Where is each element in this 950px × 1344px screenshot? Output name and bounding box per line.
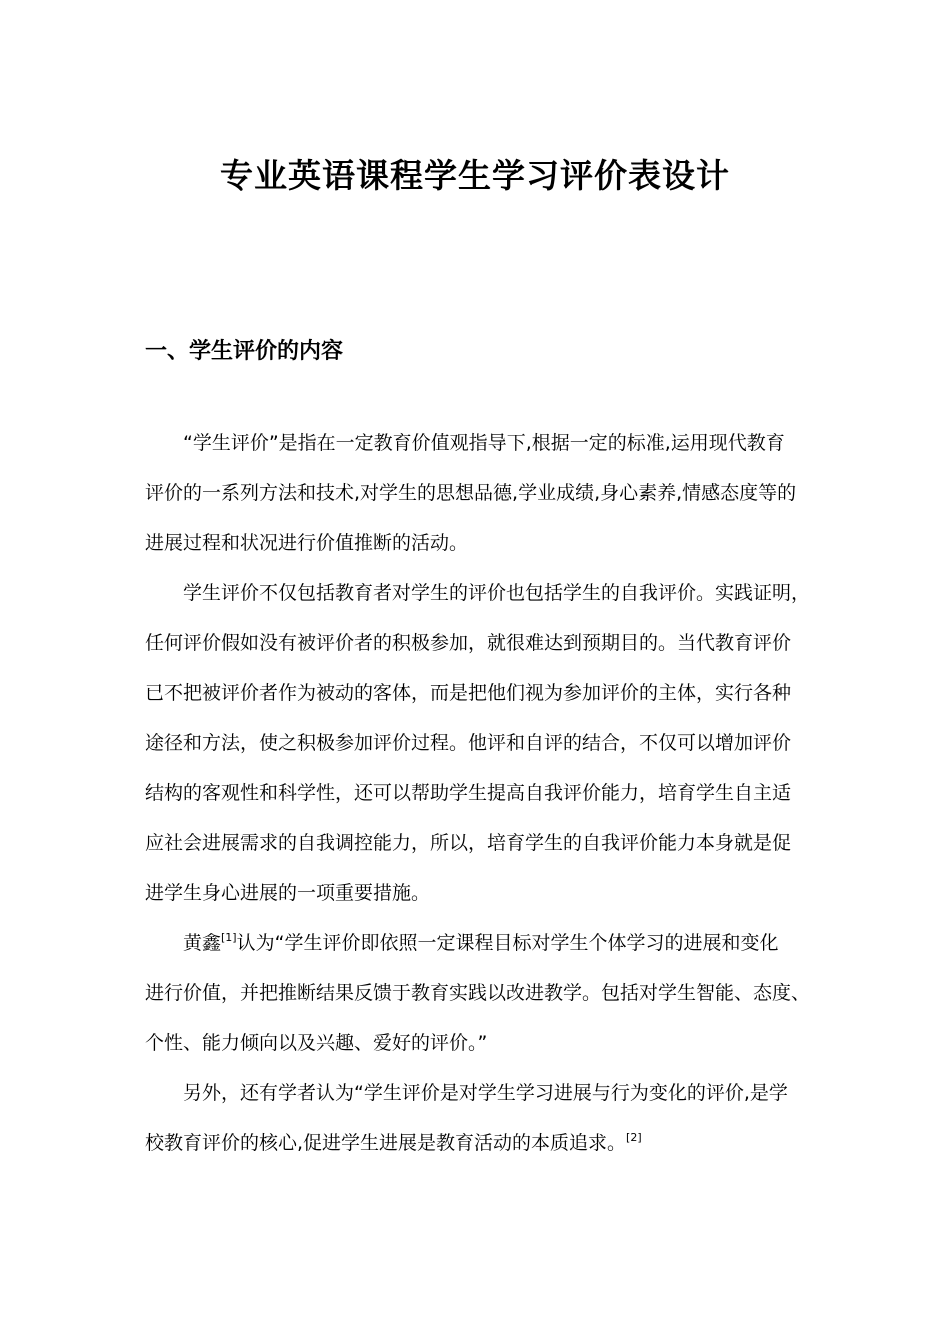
text-line: 评价的一系列方法和技术,对学生的思想品德,学业成绩,身心素养,情感态度等的 bbox=[145, 482, 797, 504]
text-line: “学生评价”是指在一定教育价值观指导下,根据一定的标准,运用现代教育 bbox=[183, 432, 785, 454]
text-line: 途径和方法，使之积极参加评价过程。他评和自评的结合，不仅可以增加评价 bbox=[145, 732, 792, 754]
citation-ref-2[interactable]: [2] bbox=[626, 1131, 642, 1144]
text-line: 个性、能力倾向以及兴趣、爱好的评价。” bbox=[145, 1032, 488, 1054]
text-line: 进学生身心进展的一项重要措施。 bbox=[145, 882, 431, 904]
document-title: 专业英语课程学生学习评价表设计 bbox=[220, 156, 730, 195]
text-line: 任何评价假如没有被评价者的积极参加，就很难达到预期目的。当代教育评价 bbox=[145, 632, 792, 654]
text-line bbox=[145, 1118, 810, 1168]
paragraph-scholar-quote bbox=[145, 1068, 810, 1168]
text-line: 结构的客观性和科学性，还可以帮助学生提高自我评价能力，培育学生自主适 bbox=[145, 782, 792, 804]
paragraph-huang-xin-quote bbox=[145, 918, 810, 1068]
text-line: 进行价值，并把推断结果反馈于教育实践以改进教学。包括对学生智能、态度、 bbox=[145, 982, 811, 1004]
paragraph-self-evaluation bbox=[145, 568, 810, 918]
quote-start: 认为“学生评价即依照一定课程目标对学生个体学习的进展和变化 bbox=[236, 932, 779, 954]
text-line: 学生评价不仅包括教育者对学生的评价也包括学生的自我评价。实践证明， bbox=[183, 582, 811, 604]
text-line: 另外，还有学者认为“学生评价是对学生学习进展与行为变化的评价,是学 bbox=[183, 1082, 788, 1104]
quote-end: 校教育评价的核心,促进学生进展是教育活动的本质追求。 bbox=[145, 1132, 627, 1154]
paragraph-definition bbox=[145, 418, 810, 568]
text-line bbox=[145, 918, 810, 968]
section-heading: 一、学生评价的内容 bbox=[145, 339, 344, 364]
body-text bbox=[145, 418, 810, 1168]
text-line: 已不把被评价者作为被动的客体，而是把他们视为参加评价的主体，实行各种 bbox=[145, 682, 792, 704]
author-name: 黄鑫 bbox=[183, 932, 222, 954]
citation-ref-1[interactable]: [1] bbox=[221, 931, 237, 944]
text-line: 应社会进展需求的自我调控能力，所以，培育学生的自我评价能力本身就是促 bbox=[145, 832, 792, 854]
text-line: 进展过程和状况进行价值推断的活动。 bbox=[145, 532, 469, 554]
